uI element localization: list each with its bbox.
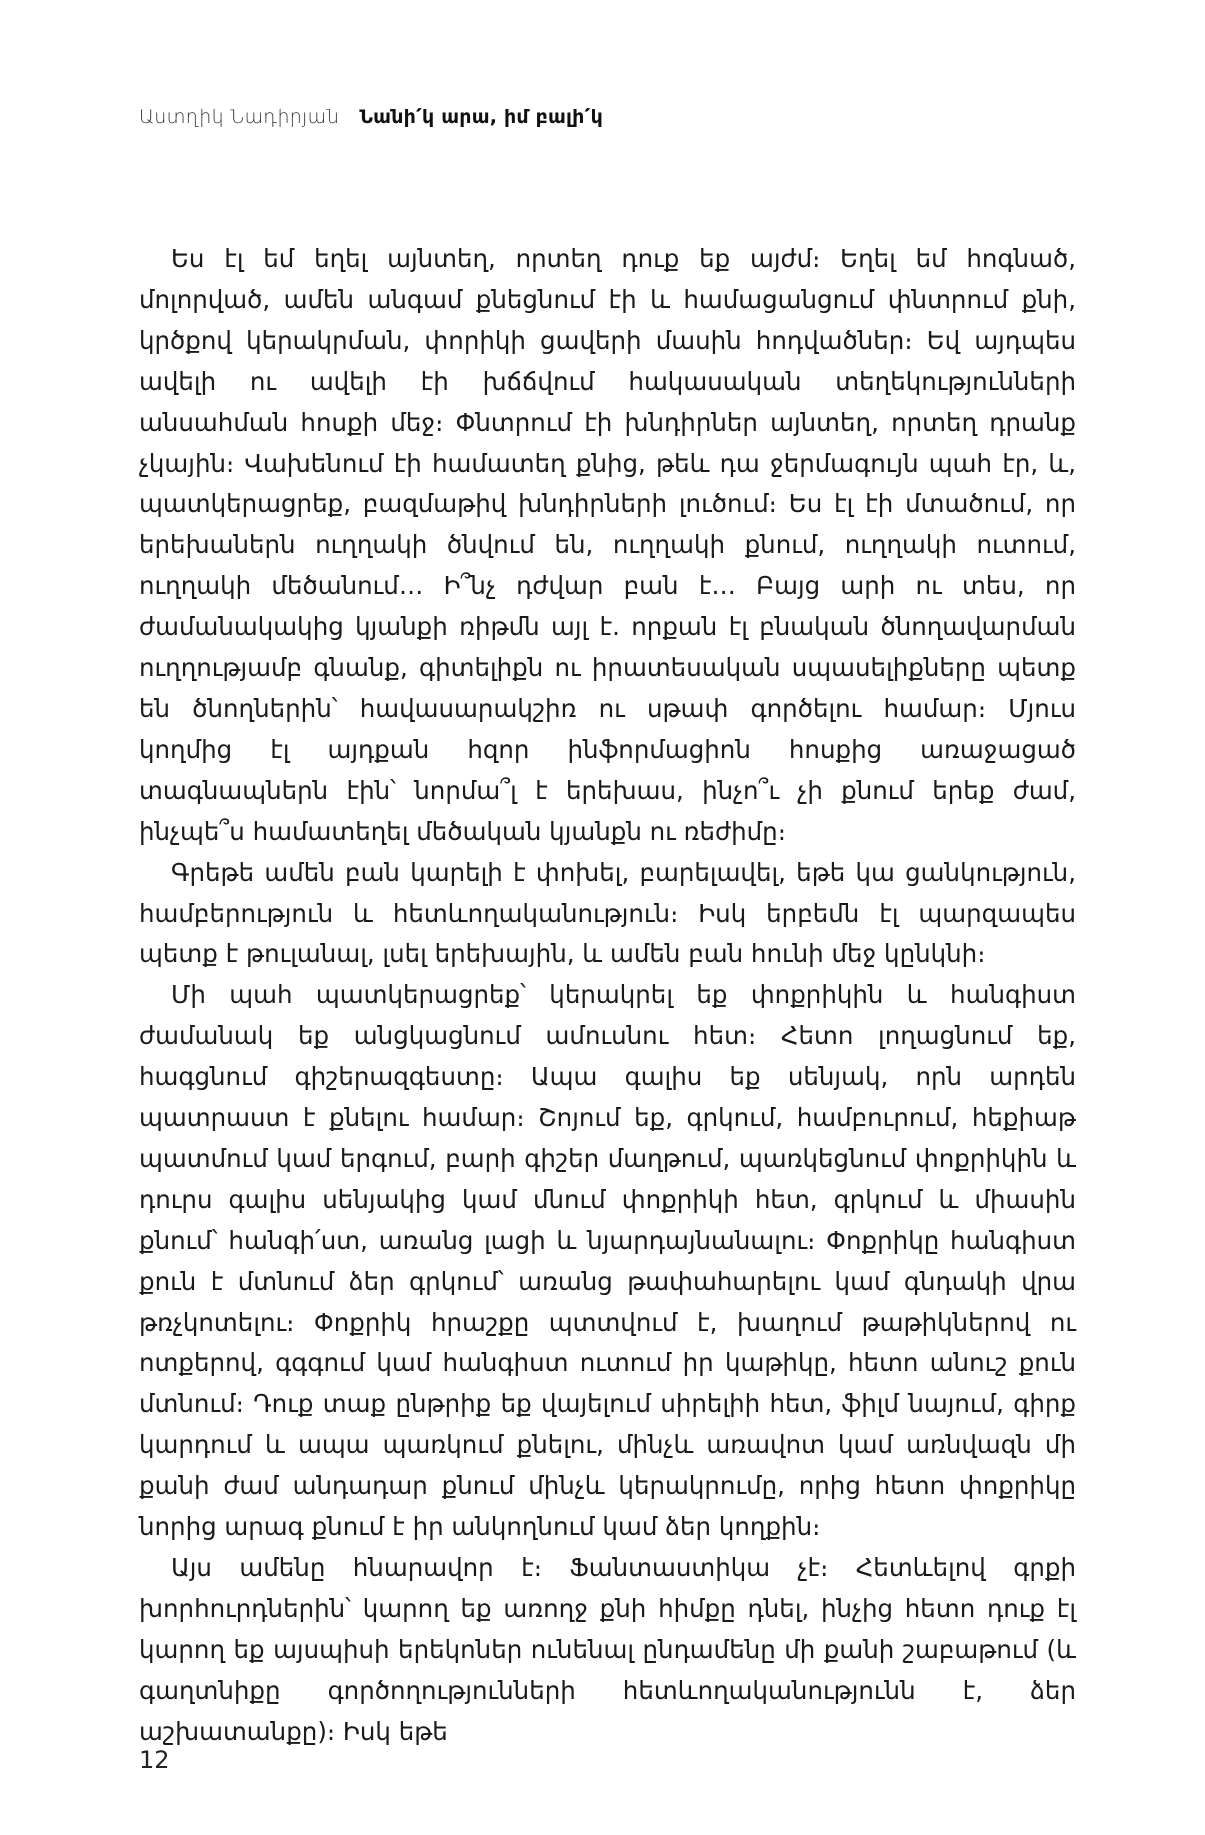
paragraph-3: Մի պահ պատկերացրեք՝ կերակրել եք փոքրիկին և հանգիստ ժամանակ եք անցկացնում ամուսնու հետ։ Հետո լողացնում եք, հագցնում գիշերազգեստը։ Ապա գալիս եք սենյակ, որն արդեն պատրաստ է քնելու համար։ Շոյում եք, գրկում, համբուրում, հեքիաթ պատմում կամ երգում, բարի գիշեր մաղթում, պառկեցնում փոքրիկին և դուրս գալիս սենյակից կամ մնում փոքրիկի հետ, գրկում և միասին քնում՝ հանգի՛ստ, առանց լացի և նյարդայնանալու։ Փոքրիկը հանգիստ քուն է մտնում ձեր գրկում՝ առանց թափահարելու կամ գնդակի վրա թռչկոտելու։ Փոքրիկ հրաշքը պտտվում է, խաղում թաթիկներով ու ոտքերով, գգգում կամ հանգիստ ուտում իր կաթիկը, հետո անուշ քուն մտնում։ Դուք տաք ընթրիք եք վայելում սիրելիի հետ, ֆիլմ նայում, գիրք կարդում և ապա պառկում քնելու, մինչև առավոտ կամ առնվազն մի քանի ժամ անդադար քնում մինչև կերակրումը, որից հետո փոքրիկը նորից արագ քնում է իր անկողնում կամ ձեր կողքին։ (139, 980, 1076, 1542)
paragraph-2: Գրեթե ամեն բան կարելի է փոխել, բարելավել, եթե կա ցանկություն, համբերություն և հետևողականություն։ Իսկ երբեմն էլ պարզապես պետք է թուլանալ, լսել երեխային, և ամեն բան հունի մեջ կընկնի։ (139, 857, 1076, 969)
header-book-title: Նանի՛կ արա, իմ բալի՛կ (359, 106, 603, 128)
paragraph-1: Ես էլ եմ եղել այնտեղ, որտեղ դուք եք այժմ։ Եղել եմ հոգնած, մոլորված, ամեն անգամ քնեցնում էի և համացանցում փնտրում քնի, կրծքով կերակրման, փորիկի ցավերի մասին հոդվածներ։ Եվ այդպես ավելի ու ավելի էի խճճվում հակասական տեղեկությունների անսահման հոսքի մեջ։ Փնտրում էի խնդիրներ այնտեղ, որտեղ դրանք չկային։ Վախենում էի համատեղ քնից, թեև դա ջերմագույն պահ էր, և, պատկերացրեք, բազմաթիվ խնդիրների լուծում։ Ես էլ էի մտածում, որ երեխաներն ուղղակի ծնվում են, ուղղակի քնում, ուղղակի ուտում, ուղղակի մեծանում… Ի՞նչ դժվար բան է… Բայց արի ու տես, որ ժամանակակից կյանքի ռիթմն այլ է. որքան էլ բնական ծնողավարման ուղղությամբ գնանք, գիտելիքն ու իրատեսական սպասելիքները պետք են ծնողներին՝ հավասարակշիռ ու սթափ գործելու համար։ Մյուս կողմից էլ այդքան հզոր ինֆորմացիոն հոսքից առաջացած տագնապներն էին՝ նորմա՞լ է երեխաս, ինչո՞ւ չի քնում երեք ժամ, ինչպե՞ս համատեղել մեծական կյանքն ու ռեժիմը։ (139, 244, 1076, 846)
page-number: 12 (139, 1746, 170, 1774)
running-header (139, 106, 603, 128)
paragraph-4: Այս ամենը հնարավոր է։ Ֆանտաստիկա չէ։ Հետևելով գրքի խորհուրդներին՝ կարող եք առողջ քնի հիմքը դնել, ինչից հետո դուք էլ կարող եք այսպիսի երեկոներ ունենալ ընդամենը մի քանի շաբաթում (և գաղտնիքը գործողությունների հետևողականությունն է, ձեր աշխատանքը)։ Իսկ եթե (139, 1553, 1076, 1746)
header-author: Աստղիկ Նադիրյան (139, 106, 340, 128)
page-body (139, 239, 1076, 1753)
